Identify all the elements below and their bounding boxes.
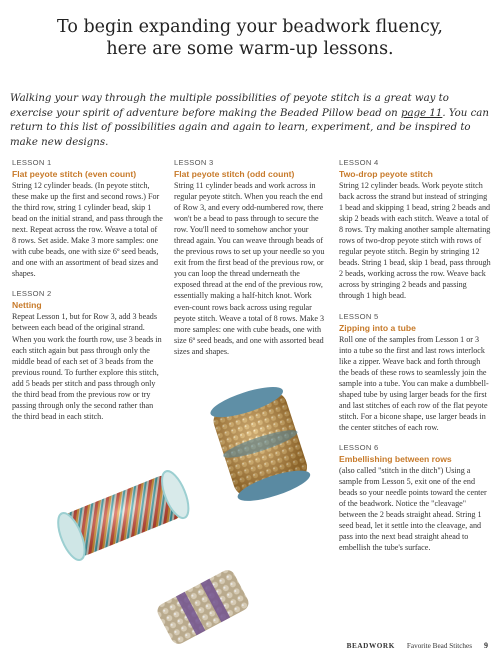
column-1	[12, 158, 163, 432]
lesson-title: Zipping into a tube	[339, 322, 416, 333]
lesson-text: String 11 cylinder beads and work across in regular peyote stitch. When you reach the end of Row 3, and every odd-numbered row, there won't be a bead to pass through to secure the row. You'll need to somehow anchor your thread again. You can weave through beads of the previous rows to set up your needle so you exit from the first bead of the previous row, or you can loop the thread underneath the exposed thread at the end of the previous row, essentially making a half-hitch knot. Work even-count rows back across using regular peyote stitch. Weave a total of 8 rows. Make 3 more samples: one with cube beads, one with size 6º seed beads, and one with assorted bead sizes and shapes.	[174, 181, 325, 356]
lesson-1	[12, 158, 163, 279]
lesson-5	[339, 312, 491, 433]
beaded-tube-photo-small	[148, 565, 258, 650]
lesson-label: LESSON 2	[12, 289, 52, 299]
heading-line-2: here are some warm-up lessons.	[106, 39, 394, 59]
lesson-6	[339, 443, 491, 553]
lesson-title: Flat peyote stitch (even count)	[12, 169, 137, 179]
column-2	[174, 158, 325, 367]
lesson-text: String 12 cylinder beads. (In peyote stitch, these make up the first and second rows.) For the third row, string 1 cylinder bead, skip 1 bead on the initial strand, and pass through the next. Repeat across the row. Weave a total of 8 rows. Set aside. Make 3 more samples: one with cube beads, one with size 6º seed beads, and one with an assortment of bead sizes and shapes.	[12, 181, 163, 279]
lesson-label: LESSON 3	[174, 158, 214, 167]
lesson-label: LESSON 6	[339, 442, 379, 452]
magazine-name: BEADWORK	[346, 642, 395, 650]
intro-before: Walking your way through the multiple possibilities of peyote stitch is a great way to exercise your spirit of adventure before making the Beaded Pillow bead on	[10, 93, 449, 119]
beaded-tube-photo-gold	[200, 378, 320, 508]
intro-after: . You can return to this list of possibilities again and again to learn, experiment, and be inspired to make new designs.	[10, 107, 489, 148]
lesson-title: Embellishing between rows	[339, 453, 452, 464]
lesson-label: LESSON 1	[12, 158, 52, 167]
lesson-title: Netting	[12, 300, 42, 311]
lesson-text: Repeat Lesson 1, but for Row 3, add 3 beads between each bead of the original strand. When you work the fourth row, use 3 beads in each stitch again but pass through only the middle bead of each set of 3 beads from the previous round. To further explore this stitch, add 5 beads per stitch and pass through only the third bead from the previous row or try passing through only the second rather than the third bead in each stitch.	[12, 312, 162, 421]
lesson-4	[339, 158, 491, 302]
beaded-tube-photo-striped	[55, 455, 190, 575]
lesson-3	[174, 158, 325, 357]
intro-paragraph	[10, 92, 490, 150]
lesson-text: Roll one of the samples from Lesson 1 or 3 into a tube so the first and last rows interlock like a zipper. Weave back and forth through the beads of these rows to seamlessly join the sample into a tube. You can make a dumbbell-shaped tube by using larger beads for the first and last stitches of each row of the flat peyote stitch. For a bicone shape, use larger beads in the center stitches of each row.	[339, 334, 489, 432]
lesson-2	[12, 289, 163, 421]
page-heading	[0, 16, 500, 60]
lesson-title: Flat peyote stitch (odd count)	[174, 169, 295, 179]
heading-line-1: To begin expanding your beadwork fluency,	[57, 17, 443, 37]
lesson-text: String 12 cylinder beads. Work peyote stitch back across the strand but instead of stringing 1 bead and skipping 1 bead, string 2 beads and skip 2 beads with each stitch. Weave a total of 8 rows. Try making another sample alternating rows of two-drop peyote stitch with rows of regular peyote stitch. Begin by stringing 12 beads. String 1 bead, skip 1 bead, pass through 2 beads, working across the row. Weave back across by stringing 2 beads and passing through 1 high bead.	[339, 181, 491, 301]
column-3	[339, 158, 491, 563]
page-footer	[347, 641, 488, 650]
page-reference-link[interactable]: page 11	[400, 107, 443, 119]
issue-name: Favorite Bead Stitches	[406, 642, 472, 650]
page-number: 9	[484, 641, 488, 650]
lesson-label: LESSON 4	[339, 158, 379, 167]
lesson-title: Two-drop peyote stitch	[339, 169, 433, 179]
lesson-text: (also called "stitch in the ditch") Using a sample from Lesson 5, exit one of the end beads so your needle points toward the center of the beadwork. Notice the "cleavage" between the 2 beads straight ahead. String 1 seed bead, let it settle into the cleavage, and pass into the next bead straight ahead to embellish the tube's surface.	[339, 465, 487, 553]
lesson-label: LESSON 5	[339, 311, 379, 321]
